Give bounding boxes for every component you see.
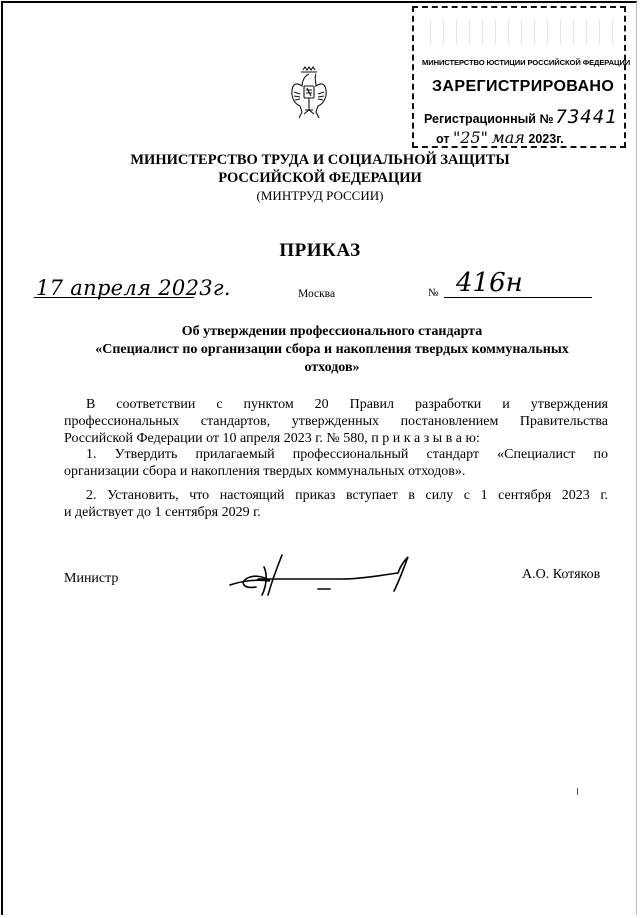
preamble-line-2: профессиональных стандартов, утвержденных постановлением Правительства — [64, 414, 608, 429]
signatory-name: А.О. Котяков — [522, 567, 601, 582]
scan-speck — [577, 788, 578, 795]
signatory-title: Министр — [64, 571, 119, 586]
preamble-line-3: Российской Федерации от 10 апреля 2023 г. № 580, п р и к а з ы в а ю: — [64, 431, 480, 446]
stamp-ministry: МИНИСТЕРСТВО ЮСТИЦИИ РОССИЙСКОЙ ФЕДЕРАЦИИ — [422, 58, 631, 67]
registration-stamp — [412, 6, 631, 148]
stamp-date-year: 2023г. — [528, 132, 564, 146]
document-type: ПРИКАЗ — [279, 240, 361, 261]
stamp-date-line — [436, 128, 564, 147]
handwritten-signature-icon — [222, 545, 418, 601]
order-title-line-3: отходов» — [304, 360, 360, 375]
ministry-abbrev: (МИНТРУД РОССИИ) — [256, 188, 384, 203]
stamp-reg-label: Регистрационный № — [424, 112, 554, 126]
stamp-registered: ЗАРЕГИСТРИРОВАНО — [432, 78, 615, 95]
stamp-reg-number-line — [424, 106, 618, 128]
order-title-line-2: «Специалист по организации сбора и накопления твердых коммунальных — [95, 342, 569, 357]
paragraph-item-1 — [64, 446, 608, 480]
russian-coat-of-arms-icon — [290, 66, 328, 120]
item-1-line-1: 1. Утвердить прилагаемый профессиональный стандарт «Специалист по — [86, 447, 608, 462]
preamble-line-1: В соответствии с пунктом 20 Правил разработки и утверждения — [86, 397, 608, 412]
stamp-date-month: мая — [491, 128, 525, 147]
order-date: 17 апреля 2023г. — [36, 276, 231, 300]
item-2-line-1: 2. Установить, что настоящий приказ вступает в силу с 1 сентября 2023 г. — [86, 488, 608, 503]
paragraph-item-2 — [64, 487, 608, 521]
stamp-date-prefix: от — [436, 132, 450, 146]
paragraph-preamble — [64, 396, 608, 447]
item-1-line-2: организации сбора и накопления твердых коммунальных отходов». — [64, 464, 466, 479]
order-number-sign: № — [428, 287, 439, 299]
order-number: 416н — [456, 268, 523, 298]
stamp-date-day: "25" — [452, 128, 489, 147]
stamp-noise — [424, 20, 614, 44]
order-city: Москва — [298, 288, 336, 300]
item-2-line-2: и действует до 1 сентября 2029 г. — [64, 505, 261, 520]
stamp-reg-number: 73441 — [555, 106, 618, 128]
ministry-country: РОССИЙСКОЙ ФЕДЕРАЦИИ — [218, 170, 422, 186]
order-date-underline — [34, 297, 194, 298]
ministry-name: МИНИСТЕРСТВО ТРУДА И СОЦИАЛЬНОЙ ЗАЩИТЫ — [130, 152, 510, 168]
order-title-line-1: Об утверждении профессионального стандарта — [181, 324, 483, 339]
